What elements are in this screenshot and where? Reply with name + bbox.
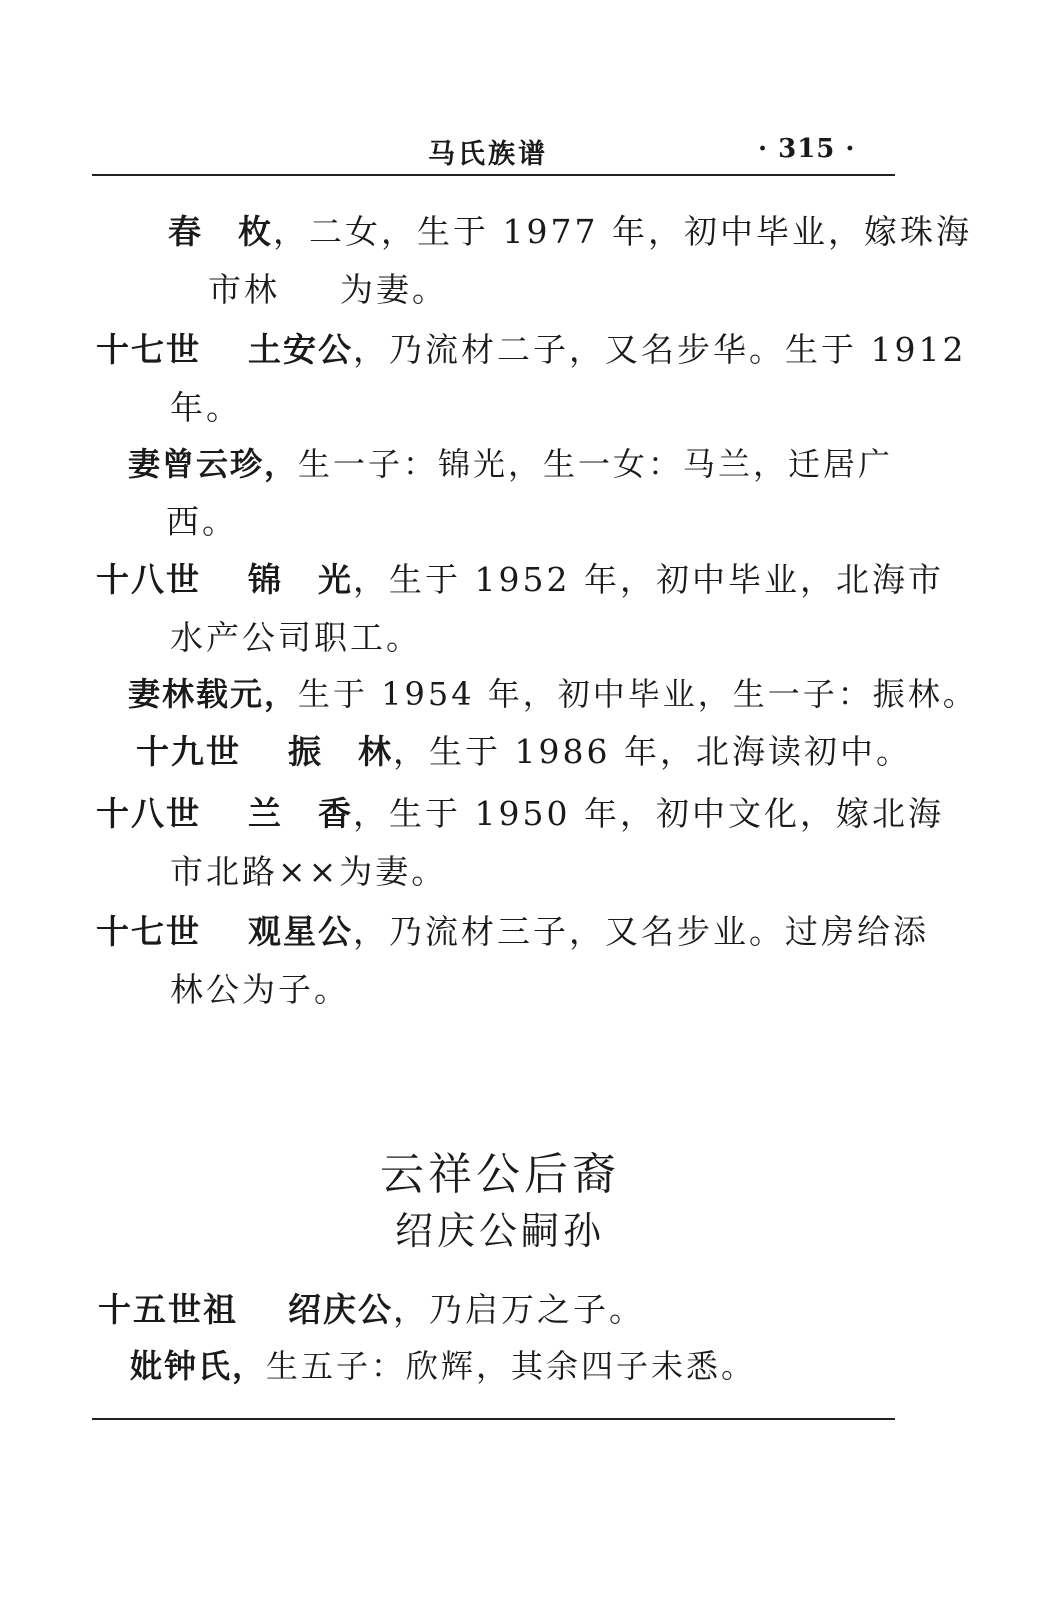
header-rule — [92, 174, 895, 176]
entry-tuan-wife-cont — [166, 502, 238, 542]
person-name: 土安公 — [248, 330, 353, 369]
person-name: 振 林 — [288, 732, 393, 771]
person-name: 锦 光 — [248, 560, 353, 599]
wife-name: 妻林载元， — [128, 675, 299, 713]
entry-text: ，生于 1950 年，初中文化，嫁北海 — [353, 794, 944, 833]
entry-chunmei-cont — [208, 270, 448, 310]
entry-tuan-wife — [128, 444, 893, 484]
entry-text-cont: 水产公司职工。 — [170, 618, 422, 657]
entry-text: ，生于 1986 年，北海读初中。 — [393, 732, 912, 771]
entry-lanxiang-cont — [170, 852, 447, 892]
entry-guanxing-cont — [170, 970, 350, 1010]
person-name: 观星公 — [248, 912, 353, 951]
entry-text-cont: 西。 — [166, 502, 238, 541]
entry-text: 生五子：欣辉，其余四子未悉。 — [266, 1347, 757, 1385]
person-name: 春 枚 — [168, 212, 273, 251]
entry-zhenlin — [136, 732, 912, 772]
footer-rule — [92, 1418, 895, 1420]
section-subtitle: 绍庆公嗣孙 — [394, 1209, 605, 1253]
entry-text: 生一子：锦光，生一女：马兰，迁居广 — [298, 445, 894, 483]
entry-shaoqing — [98, 1290, 645, 1330]
entry-text: ，乃启万之子。 — [393, 1290, 645, 1329]
entry-text-cont: 市林 — [208, 270, 280, 309]
book-title: 马氏族谱 — [428, 139, 548, 170]
entry-chunmei — [168, 212, 972, 252]
entry-text-cont: 年。 — [170, 388, 242, 427]
page-number: · 315 · — [758, 134, 856, 164]
entry-jinguang-cont — [170, 618, 422, 658]
entry-shaoqing-wife — [130, 1346, 756, 1386]
entry-tuan-cont — [170, 388, 242, 428]
entry-text: 生于 1954 年，初中毕业，生一子：振林。 — [298, 675, 978, 713]
entry-jinguang-wife — [128, 674, 978, 714]
generation-label: 十七世 — [96, 330, 201, 369]
entry-jinguang — [96, 560, 944, 600]
entry-text-cont: 为妻。 — [340, 270, 448, 309]
entry-guanxing — [96, 912, 929, 952]
entry-text: ，乃流材三子，又名步业。过房给添 — [353, 912, 929, 951]
entry-tuan — [96, 330, 966, 370]
person-name: 绍庆公 — [288, 1290, 393, 1329]
section-title: 云祥公后裔 — [380, 1149, 620, 1200]
generation-label: 十九世 — [136, 732, 241, 771]
entry-lanxiang — [96, 794, 944, 834]
generation-label: 十五世祖 — [98, 1290, 238, 1329]
wife-name: 妣钟氏， — [130, 1347, 267, 1385]
entry-text: ，生于 1952 年，初中毕业，北海市 — [353, 560, 944, 599]
entry-text-cont: 林公为子。 — [170, 970, 350, 1009]
generation-label: 十八世 — [96, 794, 201, 833]
generation-label: 十八世 — [96, 560, 201, 599]
person-name: 兰 香 — [248, 794, 353, 833]
generation-label: 十七世 — [96, 912, 201, 951]
wife-name: 妻曾云珍， — [128, 445, 299, 483]
entry-text-cont: 市北路××为妻。 — [170, 852, 448, 891]
entry-text: ，二女，生于 1977 年，初中毕业，嫁珠海 — [273, 212, 972, 251]
entry-text: ，乃流材二子，又名步华。生于 1912 — [353, 330, 967, 369]
